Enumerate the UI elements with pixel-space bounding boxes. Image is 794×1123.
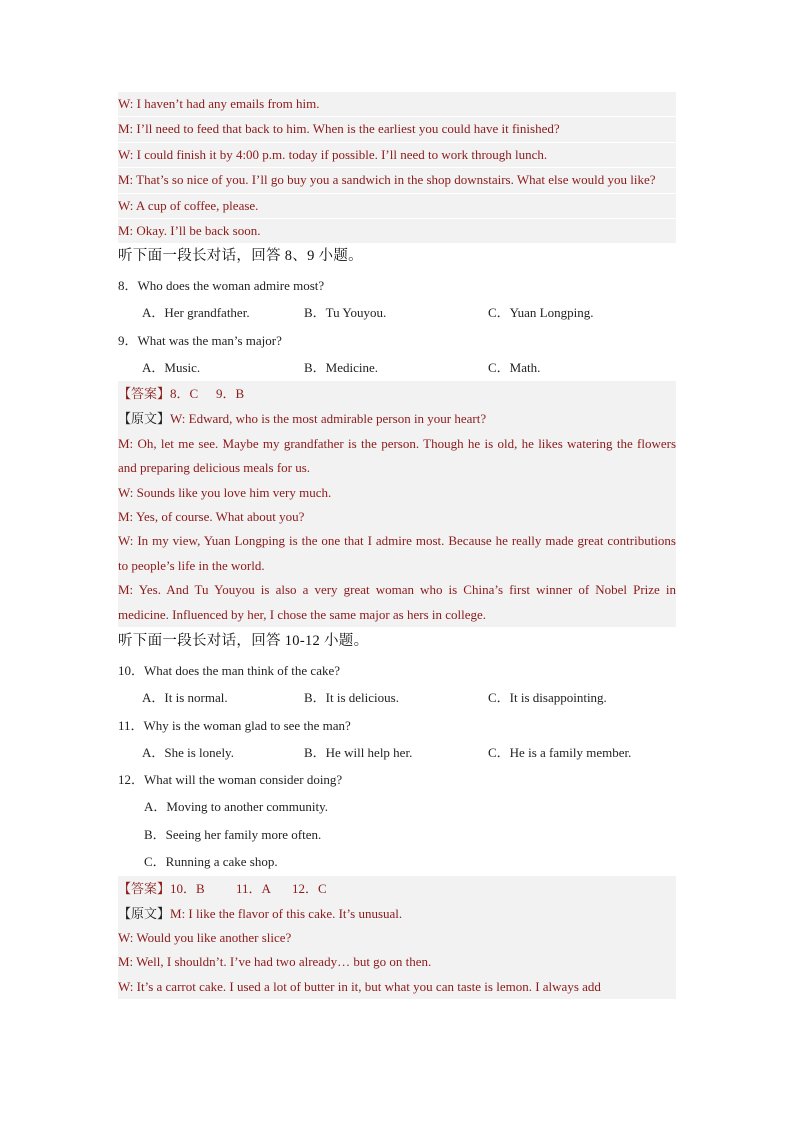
question-11: 11．Why is the woman glad to see the man? [118, 717, 351, 733]
option-c: C．Math. [488, 359, 541, 375]
section-heading: 听下面一段长对话，回答 10-12 小题。 [118, 633, 369, 650]
transcript-line: M: Yes, of course. What about you? [118, 509, 305, 525]
transcript-block-3 [118, 902, 676, 1000]
transcript-line: W: Would you like another slice? [118, 930, 292, 945]
transcript-line: W: I haven’t had any emails from him. [118, 92, 676, 117]
answer-label: 【答案】 [118, 386, 171, 402]
transcript-line: M: Oh, let me see. Maybe my grandfather is the person. Though he is old, he likes watering the flowers and preparing delicious meals for us. [118, 435, 676, 476]
transcript-line: W: I could finish it by 4:00 p.m. today if possible. I’ll need to work through lunch. [118, 143, 676, 168]
transcript-line: M: Okay. I’ll be back soon. [118, 219, 676, 244]
transcript-line: W: In my view, Yuan Longping is the one that I admire most. Because he really made great contributions to people’s life in the world. [118, 533, 676, 573]
option-a: A．She is lonely. [142, 744, 234, 760]
option-c: C．It is disappointing. [488, 690, 607, 706]
transcript-first-line: W: Edward, who is the most admirable person in your heart? [170, 411, 487, 427]
option-a: A．Her grandfather. [142, 305, 250, 321]
transcript-label: 【原文】 [118, 411, 171, 427]
answer-value: 9．B [216, 386, 245, 402]
transcript-line: M: Yes. And Tu Youyou is also a very great woman who is China’s first winner of Nobel Prize in medicine. Influenced by her, I chose the same major as hers in college. [118, 582, 676, 622]
transcript-line: W: It’s a carrot cake. I used a lot of butter in it, but what you can taste is lemon. I always add [118, 978, 601, 994]
question-8: 8．Who does the woman admire most? [118, 278, 325, 294]
option-b: B．Seeing her family more often. [144, 826, 322, 842]
option-a: A．Moving to another community. [144, 799, 329, 815]
answer-value: 12．C [292, 880, 327, 896]
option-b: B．It is delicious. [304, 690, 399, 706]
option-b: B．Medicine. [304, 359, 379, 375]
question-11-options [118, 739, 676, 767]
answer-value: 11．A [236, 880, 271, 896]
document-page [118, 92, 676, 999]
option-a: A．Music. [142, 359, 201, 375]
question-8-options [118, 299, 676, 327]
transcript-line: W: A cup of coffee, please. [118, 194, 676, 219]
transcript-first-line: M: I like the flavor of this cake. It’s unusual. [170, 905, 403, 921]
transcript-block-1 [118, 92, 676, 244]
question-12: 12．What will the woman consider doing? [118, 772, 343, 788]
section-heading: 听下面一段长对话，回答 8、9 小题。 [118, 248, 363, 265]
question-9-options [118, 354, 676, 382]
answer-label: 【答案】 [118, 880, 171, 896]
option-c: C．Yuan Longping. [488, 305, 594, 321]
transcript-block-2 [118, 407, 676, 627]
answer-value: 10．B [170, 880, 205, 896]
answer-value: 8．C [170, 386, 199, 402]
transcript-label: 【原文】 [118, 905, 171, 921]
question-10: 10．What does the man think of the cake? [118, 663, 341, 679]
option-c: C．He is a family member. [488, 744, 632, 760]
transcript-line: M: I’ll need to feed that back to him. When is the earliest you could have it finished? [118, 117, 676, 142]
option-c: C．Running a cake shop. [144, 854, 278, 870]
question-9: 9．What was the man’s major? [118, 332, 282, 348]
option-a: A．It is normal. [142, 690, 228, 706]
option-b: B．He will help her. [304, 744, 413, 760]
transcript-line [118, 902, 676, 926]
question-10-options [118, 684, 676, 712]
transcript-line: W: Sounds like you love him very much. [118, 484, 332, 500]
answer-key [118, 876, 676, 902]
transcript-line: M: Well, I shouldn’t. I’ve had two already… but go on then. [118, 954, 432, 970]
answer-key [118, 381, 676, 407]
transcript-line: M: That’s so nice of you. I’ll go buy you a sandwich in the shop downstairs. What else would you like? [118, 168, 676, 193]
option-b: B．Tu Youyou. [304, 305, 387, 321]
transcript-line [118, 407, 676, 431]
